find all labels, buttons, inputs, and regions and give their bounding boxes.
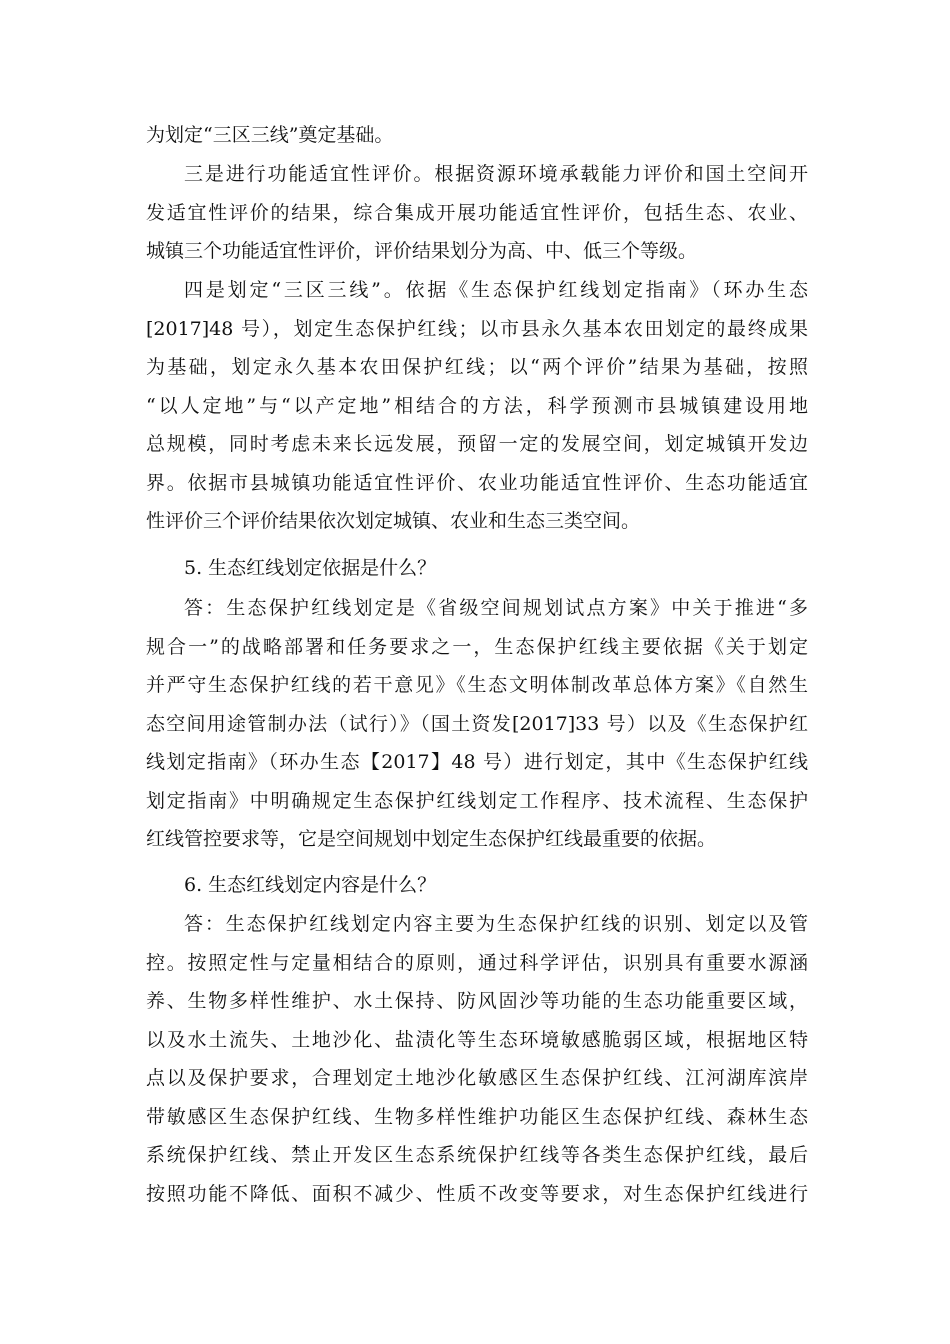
text-line: [2017]48 号），划定生态保护红线；以市县永久基本农田划定的最终成果: [146, 317, 808, 340]
text-line: 按照功能不降低、面积不减少、性质不改变等要求，对生态保护红线进行: [146, 1182, 808, 1205]
text-line: 答：生态保护红线划定是《省级空间规划试点方案》中关于推进“多: [184, 597, 808, 619]
paragraph-function-suitability: [146, 155, 808, 271]
text-line: 态空间用途管制办法（试行）》（国土资发[2017]33 号）以及《生态保护红: [146, 712, 808, 735]
text-line: 三是进行功能适宜性评价。根据资源环境承载能力评价和国土空间开: [184, 163, 808, 185]
paragraph-continuation: [146, 116, 808, 155]
text-line: 界。依据市县城镇功能适宜性评价、农业功能适宜性评价、生态功能适宜: [146, 471, 808, 494]
text-line: 带敏感区生态保护红线、生物多样性维护功能区生态保护红线、森林生态: [146, 1105, 808, 1128]
question-5-heading: 5. 生态红线划定依据是什么？: [184, 557, 437, 579]
text-line: 规合一”的战略部署和任务要求之一，生态保护红线主要依据《关于划定: [146, 635, 808, 658]
text-line: 并严守生态保护红线的若干意见》《生态文明体制改革总体方案》《自然生: [146, 674, 808, 696]
text-line: 点以及保护要求，合理划定土地沙化敏感区生态保护红线、江河湖库滨岸: [146, 1067, 808, 1089]
text-line: 城镇三个功能适宜性评价，评价结果划分为高、中、低三个等级。: [146, 240, 698, 262]
text-line: 划定指南》中明确规定生态保护红线划定工作程序、技术流程、生态保护: [146, 789, 808, 812]
question-6-heading: 6. 生态红线划定内容是什么？: [184, 874, 437, 896]
text-line: “以人定地”与“以产定地”相结合的方法，科学预测市县城镇建设用地: [146, 394, 808, 417]
text-line: 控。按照定性与定量相结合的原则，通过科学评估，识别具有重要水源涵: [146, 951, 808, 974]
text-line: 系统保护红线、禁止开发区生态系统保护红线等各类生态保护红线，最后: [146, 1144, 808, 1166]
text-line: 以及水土流失、土地沙化、盐渍化等生态环境敏感脆弱区域，根据地区特: [146, 1028, 808, 1051]
text-line: 为基础，划定永久基本农田保护红线；以“两个评价”结果为基础，按照: [146, 356, 808, 378]
text-line: 养、生物多样性维护、水土保持、防风固沙等功能的生态功能重要区域，: [146, 990, 808, 1012]
text-line: 发适宜性评价的结果，综合集成开展功能适宜性评价，包括生态、农业、: [146, 201, 808, 224]
text-line: 四是划定“三区三线”。依据《生态保护红线划定指南》（环办生态: [184, 279, 808, 301]
text-line: 红线管控要求等，它是空间规划中划定生态保护红线最重要的依据。: [146, 828, 717, 850]
text-line: 性评价三个评价结果依次划定城镇、农业和生态三类空间。: [146, 510, 641, 532]
paragraph-three-zones: [146, 271, 808, 541]
text-line: 总规模，同时考虑未来长远发展，预留一定的发展空间，划定城镇开发边: [146, 433, 808, 455]
text-line: 答：生态保护红线划定内容主要为生态保护红线的识别、划定以及管: [184, 913, 808, 935]
text-line: 线划定指南》（环办生态【2017】48 号）进行划定，其中《生态保护红线: [146, 751, 808, 773]
text-line: 为划定“三区三线”奠定基础。: [146, 124, 394, 146]
answer-6: [146, 905, 808, 1213]
answer-5: [146, 589, 808, 859]
